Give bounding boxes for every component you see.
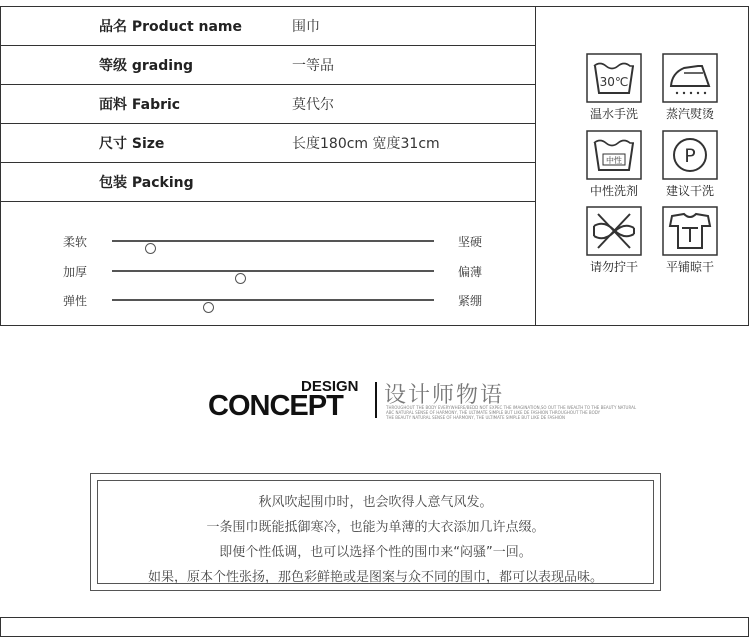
concept-fine-print: [386, 405, 648, 423]
slider-right-label: 偏薄: [458, 265, 483, 279]
design-word: DESIGN: [301, 378, 359, 395]
care-label: 温水手洗: [589, 107, 638, 121]
spec-value: 围巾: [292, 19, 320, 35]
concept-word: CONCEPT: [208, 390, 343, 422]
care-label: 蒸汽熨烫: [665, 107, 714, 121]
slider-track: [112, 299, 434, 301]
wash-temp-label: 30℃: [599, 75, 629, 89]
spec-key: 品名 Product name: [99, 19, 243, 35]
care-item-neutral-wash: [572, 130, 656, 199]
spec-row-grading: [1, 46, 535, 85]
product-info-box: [0, 6, 749, 326]
next-section-border: [0, 617, 749, 637]
spec-key: 面料 Fabric: [99, 97, 181, 113]
spec-key: 尺寸 Size: [99, 136, 165, 152]
do-not-wring-icon: [586, 206, 642, 256]
dry-clean-letter: P: [684, 145, 696, 167]
care-label: 中性洗剂: [589, 184, 638, 198]
spec-value: 一等品: [292, 58, 334, 74]
slider-right-label: 坚硬: [458, 235, 483, 249]
description-inner-border: [97, 480, 654, 584]
slider-left-label: 柔软: [63, 235, 88, 249]
slider-right-label: 紧绷: [458, 294, 483, 308]
description-line: 如果，原本个性张扬，那色彩鲜艳或是图案与众不同的围巾，都可以表现品味。: [147, 570, 603, 585]
spec-row-fabric: [1, 85, 535, 124]
wash-30-hand-icon: [586, 53, 642, 103]
spec-row-size: [1, 124, 535, 163]
heading-divider: [375, 382, 377, 418]
slider-knob: [145, 243, 156, 254]
care-label: 请勿拧干: [589, 260, 638, 274]
slider-left-label: 加厚: [63, 265, 88, 279]
slider-elasticity: [1, 290, 535, 310]
spec-table: [1, 7, 535, 202]
slider-track: [112, 270, 434, 272]
care-item-flat-dry: [648, 206, 732, 275]
description-frame: [90, 473, 661, 591]
dry-clean-p-icon: [662, 130, 718, 180]
slider-softness: [1, 231, 535, 251]
slider-knob: [235, 273, 246, 284]
fine-print-line: ABC NATURAL SENSE OF HARMONY, THE ULTIMATE SIMPLE BUT LIKE DE FASHION THROUGHOUT THE BODY: [386, 410, 601, 415]
spec-row-packing: [1, 163, 535, 202]
design-concept-heading: [208, 378, 648, 428]
description-line: 一条围巾既能抵御寒冷，也能为单薄的大衣添加几许点缀。: [206, 520, 545, 535]
description-line: 即便个性低调，也可以选择个性的围巾来“闷骚”一回。: [219, 545, 532, 560]
flat-dry-icon: [662, 206, 718, 256]
care-item-no-wring: [572, 206, 656, 275]
spec-row-product-name: [1, 7, 535, 46]
spec-value: 莫代尔: [292, 97, 334, 113]
spec-key: 包装 Packing: [99, 175, 194, 191]
neutral-wash-icon: [586, 130, 642, 180]
fine-print-line: THROUGHOUT THE BODY EVERYWHERE/BEDD NOT EXPEC THE IMAGINATION,SO OUT THE WEALTH TO THE BEAUTY NATURAL: [386, 405, 637, 410]
fine-print-line: THE BEAUTY NATURAL SENSE OF HARMONY, THE ULTIMATE SIMPLE BUT LIKE DE FASHION: [386, 415, 566, 420]
spec-key: 等级 grading: [99, 58, 194, 74]
care-instructions: [536, 7, 750, 325]
care-label: 建议干洗: [665, 184, 714, 198]
care-item-dry-clean: [648, 130, 732, 199]
slider-track: [112, 240, 434, 242]
slider-left-label: 弹性: [63, 294, 88, 308]
steam-iron-icon: [662, 53, 718, 103]
slider-knob: [203, 302, 214, 313]
care-item-hand-wash: [572, 53, 656, 122]
spec-value: 长度180cm 宽度31cm: [292, 136, 440, 152]
slider-thickness: [1, 261, 535, 281]
care-label: 平铺晾干: [665, 260, 714, 274]
description-line: 秋风吹起围巾时，也会吹得人意气风发。: [258, 495, 493, 510]
care-item-steam-iron: [648, 53, 732, 122]
neutral-tag-label: 中性: [606, 156, 622, 165]
designer-story-title: 设计师物语: [384, 383, 505, 408]
feel-sliders: [1, 207, 535, 325]
